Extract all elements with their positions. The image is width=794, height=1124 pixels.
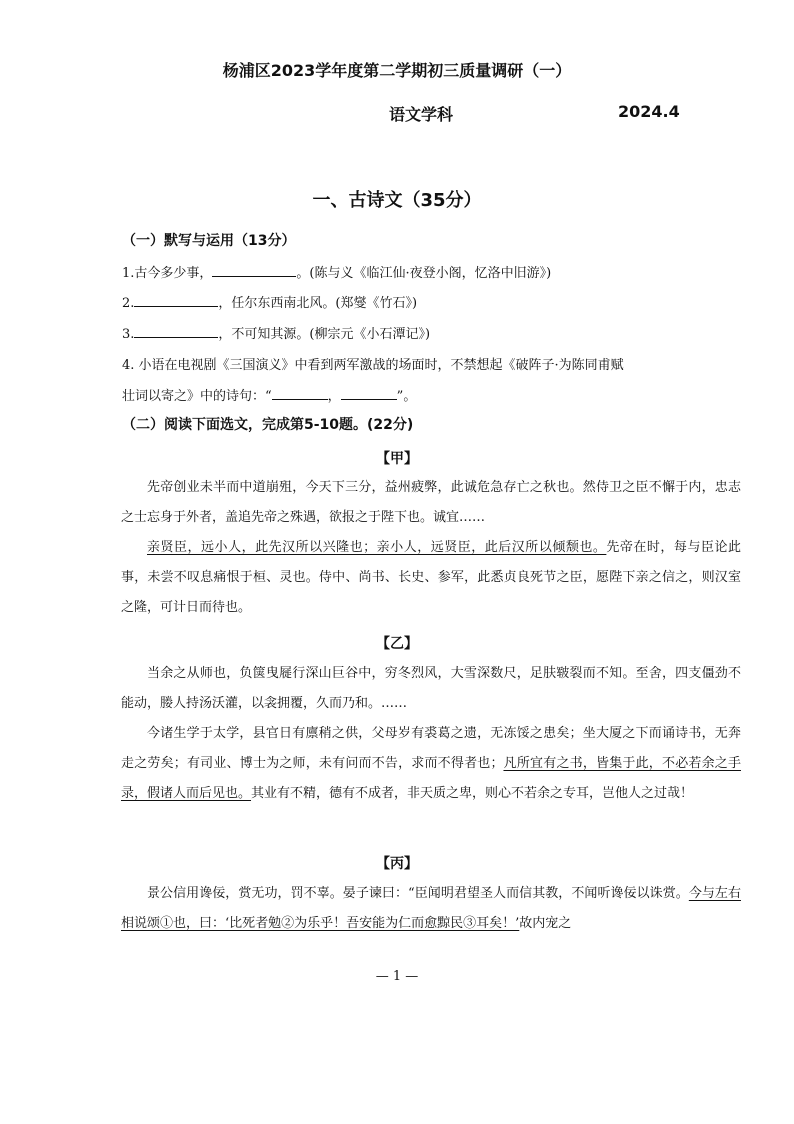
- question-4-line2: 壮词以寄之》中的诗句：“ ， ”。: [122, 389, 417, 404]
- answer-blank[interactable]: [134, 325, 218, 338]
- part2-heading: （二）阅读下面选文，完成第5-10题。(22分): [122, 417, 414, 433]
- answer-blank[interactable]: [341, 387, 397, 400]
- passage-jia-p2: 亲贤臣，远小人，此先汉所以兴隆也；亲小人，远贤臣，此后汉所以倾颓也。先帝在时，每与臣论此事，未尝不叹息痛恨于桓、灵也。侍中、尚书、长史、参军，此悉贞良死节之臣，愿陛下亲之信之，则汉室之隆，可计日而待也。: [121, 540, 741, 615]
- page-number: — 1 —: [375, 969, 419, 984]
- question-2: 2. ，任尔东西南北风。(郑燮《竹石》): [122, 296, 418, 311]
- subject-label: 语文学科: [389, 105, 454, 124]
- passage-bing-mark: 【丙】: [376, 856, 418, 872]
- question-1: 1.古今多少事， 。(陈与义《临江仙·夜登小阁，忆洛中旧游》): [122, 266, 552, 281]
- question-4-line1: 4. 小语在电视剧《三国演义》中看到两军激战的场面时，不禁想起《破阵子·为陈同甫赋: [122, 358, 624, 373]
- passage-yi-p1: 当余之从师也，负箧曳屣行深山巨谷中，穷冬烈风，大雪深数尺，足肤皲裂而不知。至舍，四支僵劲不能动，媵人持汤沃灌，以衾拥覆，久而乃和。……: [121, 666, 741, 711]
- question-3: 3. ，不可知其源。(柳宗元《小石潭记》): [122, 327, 431, 342]
- exam-date: 2024.4: [618, 102, 680, 121]
- part1-heading: （一）默写与运用（13分）: [122, 233, 296, 249]
- passage-jia-mark: 【甲】: [376, 451, 418, 467]
- answer-blank[interactable]: [212, 264, 296, 277]
- passage-yi-mark: 【乙】: [376, 636, 418, 652]
- passage-bing: [121, 879, 741, 939]
- passage-bing-p1: 景公信用谗佞，赏无功，罚不辜。晏子谏曰：“臣闻明君望圣人而信其教，不闻听谗佞以诛赏。今与左右相说颂①也，曰：‘比死者勉②为乐乎！吾安能为仁而愈黥民③耳矣！’故内宠之: [121, 886, 741, 931]
- answer-blank[interactable]: [272, 387, 328, 400]
- underlined-sentence: 今与左右相说颂①也，曰：‘比死者勉②为乐乎！吾安能为仁而愈黥民③耳矣！’: [121, 886, 741, 931]
- exam-title: 杨浦区2023学年度第二学期初三质量调研（一）: [222, 61, 572, 80]
- underlined-sentence: 亲贤臣，远小人，此先汉所以兴隆也；亲小人，远贤臣，此后汉所以倾颓也。: [147, 540, 607, 555]
- passage-jia-p1: 先帝创业未半而中道崩殂，今天下三分，益州疲弊，此诚危急存亡之秋也。然侍卫之臣不懈于内，忠志之士忘身于外者，盖追先帝之殊遇，欲报之于陛下也。诚宜……: [121, 480, 741, 525]
- answer-blank[interactable]: [134, 294, 218, 307]
- underlined-sentence: 凡所宜有之书，皆集于此，不必若余之手录，假诸人而后见也。: [121, 756, 741, 801]
- passage-yi: [121, 659, 741, 809]
- section-heading: 一、古诗文（35分）: [312, 190, 482, 211]
- passage-yi-p2: 今诸生学于太学，县官日有廪稍之供，父母岁有裘葛之遗，无冻馁之患矣；坐大厦之下而诵诗书，无奔走之劳矣；有司业、博士为之师，未有问而不告，求而不得者也；凡所宜有之书，皆集于此，不必若余之手录，假诸人而后见也。其业有不精，德有不成者，非天质之卑，则心不若余之专耳，岂他人之过哉！: [121, 726, 741, 801]
- passage-jia: [121, 473, 741, 623]
